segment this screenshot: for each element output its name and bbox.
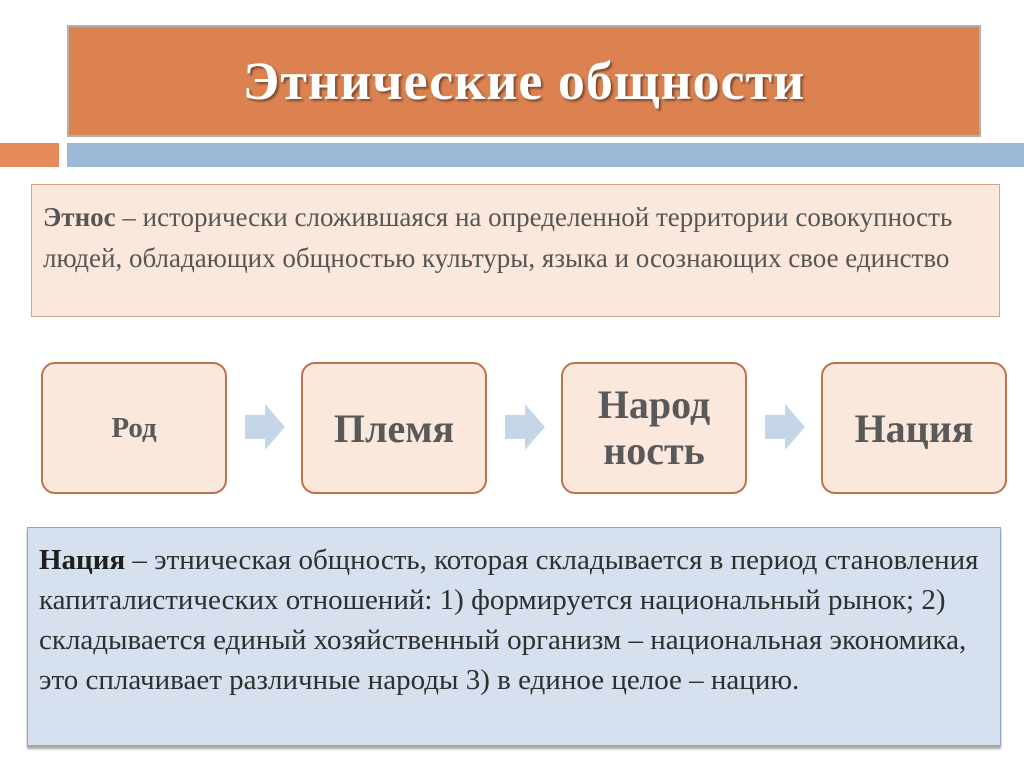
flow-step-label: Род — [111, 411, 157, 444]
flow-step-label: Нация — [854, 405, 974, 451]
flow-step-rod — [41, 362, 227, 494]
flow-step-label-line1: Народ — [597, 382, 711, 427]
ethnos-term: Этнос — [43, 202, 116, 232]
ethnos-definition-text: – исторически сложившаяся на определенной территории совокупность людей, обладающих общностью культуры, языка и осознающих свое единство — [43, 202, 953, 273]
flow-step-label-line2: ность — [603, 428, 705, 473]
flow-step-label: Племя — [333, 405, 455, 451]
ethnos-definition-box — [31, 184, 1000, 317]
nation-term: Нация — [39, 544, 126, 576]
arrow-right-icon — [765, 404, 805, 450]
accent-bar-blue — [67, 143, 1024, 167]
nation-definition-text: – этническая общность, которая складывается в период становления капиталистических отношений: 1) формируется национальный рынок; 2) складывается единый хозяйственный организм – национальная экономика, это сплачивает различные народы 3) в единое целое – нацию. — [39, 544, 979, 696]
flow-step-narodnost — [561, 362, 747, 494]
nation-definition-box — [27, 527, 1001, 746]
arrow-right-icon — [505, 404, 545, 450]
arrow-right-icon — [245, 404, 285, 450]
title-banner — [67, 25, 981, 137]
flow-step-natsiya — [821, 362, 1007, 494]
accent-bar-orange — [0, 143, 59, 167]
flow-step-plemya — [301, 362, 487, 494]
slide-title: Этнические общности — [242, 51, 806, 111]
